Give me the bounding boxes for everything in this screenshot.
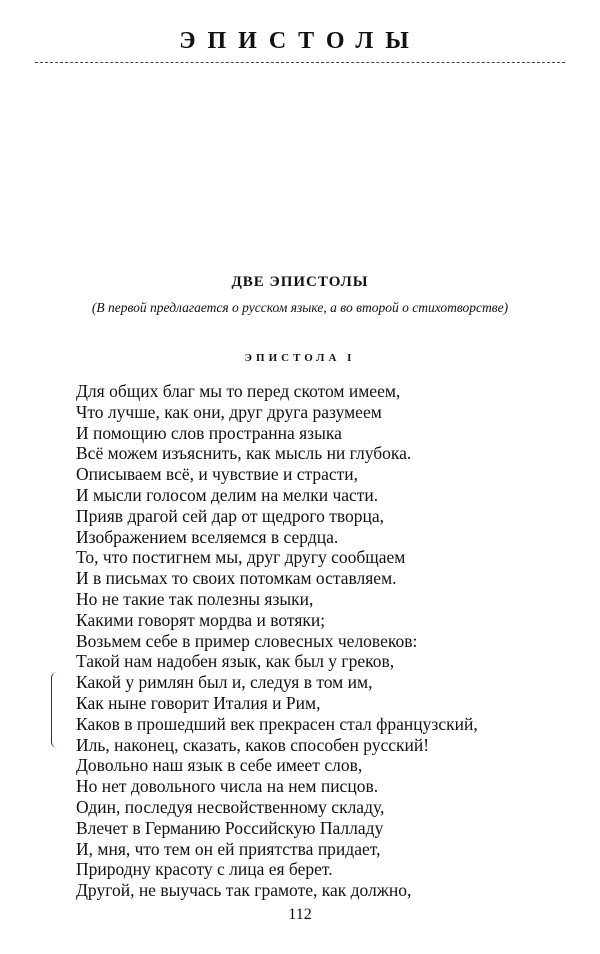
poem-line: Что лучше, как они, друг друга разумеем <box>76 401 382 422</box>
poem-line: Такой нам надобен язык, как был у греков, <box>76 651 395 672</box>
poem-line: Описываем всё, и чувствие и страсти, <box>76 464 359 485</box>
poem-line: Иль, наконец, сказать, каков способен русский! <box>76 734 430 755</box>
poem-line: Изображением вселяемся в сердца. <box>76 526 339 547</box>
poem-line: Всё можем изъяснить, как мысль ни глубока. <box>76 443 412 464</box>
poem-line: Прияв драгой сей дар от щедрого творца, <box>76 505 385 526</box>
poem-line: Довольно наш язык в себе имеет слов, <box>76 755 363 776</box>
poem-line: И помощию слов пространна языка <box>76 422 342 443</box>
poem-line: Каков в прошедший век прекрасен стал французский, <box>76 713 478 734</box>
poem-line: Но не такие так полезны языки, <box>76 588 314 609</box>
poem-line: Как ныне говорит Италия и Рим, <box>76 692 321 713</box>
poem-line: Природну красоту с лица ея берет. <box>76 859 333 880</box>
header-rule <box>35 62 565 63</box>
poem-line: Возьмем себе в пример словесных человеков: <box>76 630 418 651</box>
running-head: ЭПИСТОЛЫ <box>179 28 421 54</box>
poem-line: Какими говорят мордва и вотяки; <box>76 609 326 630</box>
poem-line: Но нет довольного числа на нем писцов. <box>76 776 379 797</box>
poem-line: Какой у римлян был и, следуя в том им, <box>76 672 373 693</box>
page-number: 112 <box>288 906 312 923</box>
margin-mark <box>51 672 58 748</box>
poem-line: То, что постигнем мы, друг другу сообщаем <box>76 547 406 568</box>
poem-line: Другой, не выучась так грамоте, как должно, <box>76 880 412 901</box>
poem-line: Один, последуя несвойственному складу, <box>76 796 385 817</box>
epistle-title: ДВЕ ЭПИСТОЛЫ <box>231 274 369 290</box>
poem-line: И, мня, что тем он ей приятства придает, <box>76 838 381 859</box>
poem-line: Для общих благ мы то перед скотом имеем, <box>76 381 401 401</box>
poem-line: И мысли голосом делим на мелки части. <box>76 484 379 505</box>
section-heading: ЭПИСТОЛА I <box>244 352 356 364</box>
poem-line: И в письмах то своих потомкам оставляем. <box>76 568 397 589</box>
epistle-subtitle: (В первой предлагается о русском языке, а во второй о стихотворстве) <box>91 300 509 315</box>
poem-line: Влечет в Германию Российскую Палладу <box>76 817 384 838</box>
poem-text <box>76 381 586 901</box>
